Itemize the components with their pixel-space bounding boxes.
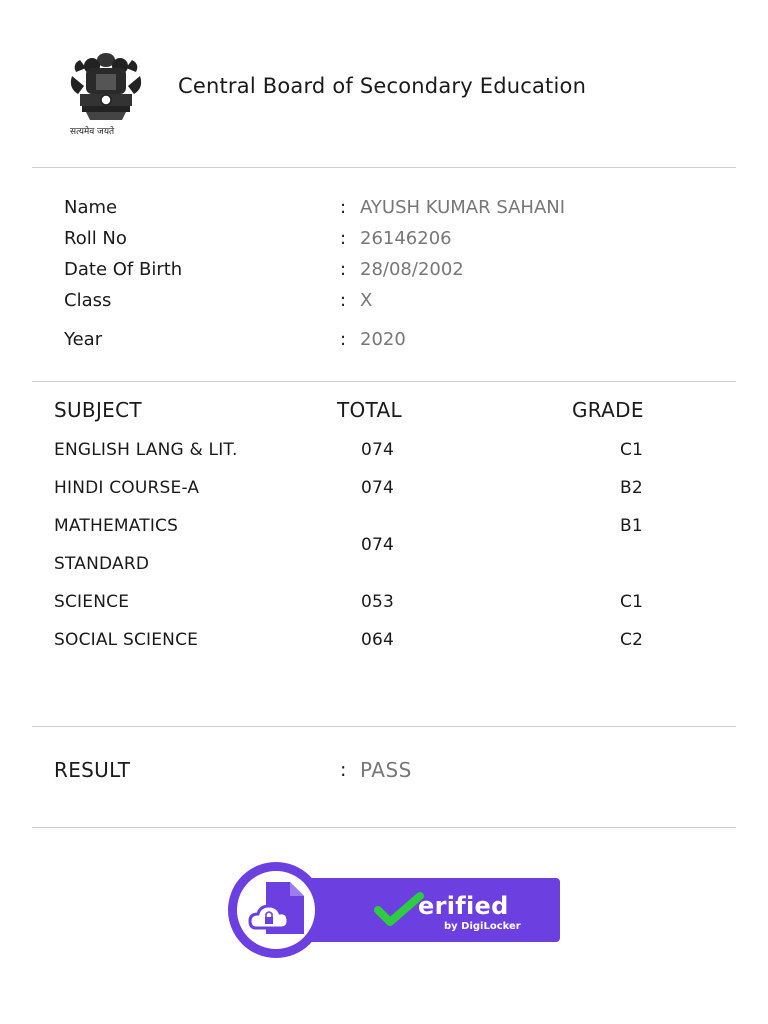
- info-value: AYUSH KUMAR SAHANI: [360, 197, 566, 218]
- info-row-name: [64, 197, 724, 223]
- badge-verified-text: erified: [418, 892, 509, 920]
- info-value: 28/08/2002: [360, 259, 464, 280]
- column-header-subject: SUBJECT: [54, 398, 142, 422]
- divider-result-bottom: [32, 827, 736, 828]
- info-label: Year: [64, 329, 103, 350]
- info-separator: :: [340, 329, 347, 350]
- document-header: [0, 0, 768, 168]
- subject-cell: SCIENCE: [54, 592, 130, 612]
- info-separator: :: [340, 290, 347, 311]
- grade-cell: C1: [620, 592, 644, 612]
- grade-cell: B2: [620, 478, 643, 498]
- total-cell: 074: [361, 535, 395, 555]
- verified-checkmark-icon: [374, 892, 424, 928]
- info-label: Name: [64, 197, 118, 218]
- info-row-year: [64, 329, 724, 355]
- info-label: Date Of Birth: [64, 259, 183, 280]
- subject-cell: HINDI COURSE-A: [54, 478, 200, 498]
- info-separator: :: [340, 197, 347, 218]
- cloud-document-lock-icon: [246, 876, 312, 944]
- info-row-class: [64, 290, 724, 316]
- result-value: PASS: [360, 758, 412, 782]
- verified-by-digilocker-badge: [228, 862, 562, 958]
- total-cell: 053: [361, 592, 395, 612]
- info-separator: :: [340, 228, 347, 249]
- divider-result-top: [32, 726, 736, 727]
- grade-cell: C2: [620, 630, 644, 650]
- info-value: X: [360, 290, 373, 311]
- total-cell: 074: [361, 478, 395, 498]
- subject-cell-line2: STANDARD: [54, 554, 150, 574]
- emblem-motto: सत्यमेव जयते: [70, 127, 115, 137]
- info-row-date-of-birth: [64, 259, 724, 285]
- info-label: Roll No: [64, 228, 127, 249]
- total-cell: 074: [361, 440, 395, 460]
- result-separator: :: [340, 759, 347, 781]
- board-title: Central Board of Secondary Education: [178, 74, 587, 98]
- info-row-roll-no: [64, 228, 724, 254]
- info-value: 2020: [360, 329, 406, 350]
- subject-cell: ENGLISH LANG & LIT.: [54, 440, 238, 460]
- grade-cell: C1: [620, 440, 644, 460]
- divider-top: [32, 167, 736, 168]
- column-header-total: TOTAL: [337, 398, 402, 422]
- result-label: RESULT: [54, 758, 131, 782]
- info-value: 26146206: [360, 228, 452, 249]
- column-header-grade: GRADE: [572, 398, 644, 422]
- grade-cell: B1: [620, 516, 643, 536]
- info-separator: :: [340, 259, 347, 280]
- divider-middle: [32, 381, 736, 382]
- info-label: Class: [64, 290, 112, 311]
- total-cell: 064: [361, 630, 395, 650]
- subject-cell: SOCIAL SCIENCE: [54, 630, 199, 650]
- subject-cell: MATHEMATICS: [54, 516, 179, 536]
- badge-digilocker-text: by DigiLocker: [444, 921, 521, 932]
